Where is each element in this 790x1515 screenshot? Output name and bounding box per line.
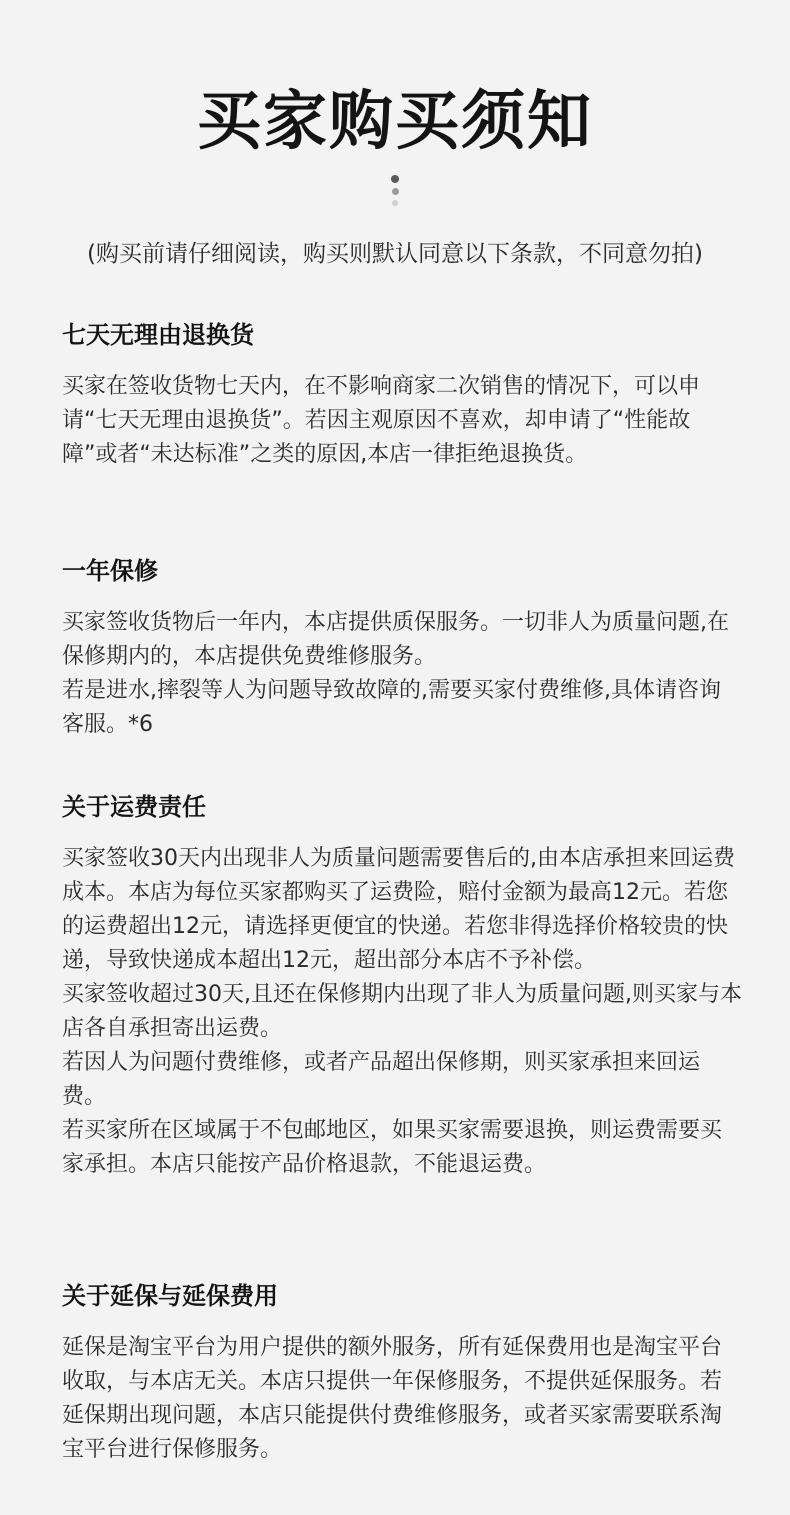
section-paragraph: 若是进水,摔裂等人为问题导致故障的,需要买家付费维修,具体请咨询客服。*6 xyxy=(62,678,721,737)
dot-light xyxy=(392,200,398,206)
section-paragraph: 买家签收货物后一年内，本店提供质保服务。一切非人为质量问题,在保修期内的，本店提供免费维修服务。 xyxy=(62,610,729,669)
dot-dark xyxy=(391,175,399,183)
section-one-year-warranty xyxy=(62,554,742,742)
page-subtitle: (购买前请仔细阅读，购买则默认同意以下条款，不同意勿拍) xyxy=(87,241,703,267)
section-paragraph: 买家签收30天内出现非人为质量问题需要售后的,由本店承担来回运费成本。本店为每位买家都购买了运费险，赔付金额为最高12元。若您的运费超出12元，请选择更便宜的快递。若您非得选择价格较贵的快递，导致快递成本超出12元，超出部分本店不予补偿。 xyxy=(62,846,735,973)
section-title: 七天无理由退换货 xyxy=(62,321,254,349)
section-paragraph: 买家签收超过30天,且还在保修期内出现了非人为质量问题,则买家与本店各自承担寄出运费。 xyxy=(62,982,742,1041)
section-paragraph: 延保是淘宝平台为用户提供的额外服务，所有延保费用也是淘宝平台收取，与本店无关。本店只提供一年保修服务，不提供延保服务。若延保期出现问题，本店只能提供付费维修服务，或者买家需要联系淘宝平台进行保修服务。 xyxy=(62,1335,723,1462)
section-title: 关于延保与延保费用 xyxy=(62,1282,278,1310)
section-extended-warranty xyxy=(62,1279,742,1467)
section-seven-day-return xyxy=(62,318,742,472)
section-paragraph: 若买家所在区域属于不包邮地区，如果买家需要退换，则运费需要买家承担。本店只能按产品价格退款，不能退运费。 xyxy=(62,1118,723,1177)
section-paragraph: 买家在签收货物七天内，在不影响商家二次销售的情况下，可以申请“七天无理由退换货”。若因主观原因不喜欢，却申请了“性能故障”或者“未达标准”之类的原因,本店一律拒绝退换货。 xyxy=(62,374,701,467)
section-shipping-responsibility xyxy=(62,790,742,1182)
section-paragraph: 若因人为问题付费维修，或者产品超出保修期，则买家承担来回运费。 xyxy=(62,1050,701,1109)
dot-medium xyxy=(392,188,399,195)
section-title: 一年保修 xyxy=(62,557,158,585)
page-title: 买家购买须知 xyxy=(197,85,593,159)
decorative-dots xyxy=(390,175,400,211)
section-title: 关于运费责任 xyxy=(62,793,206,821)
